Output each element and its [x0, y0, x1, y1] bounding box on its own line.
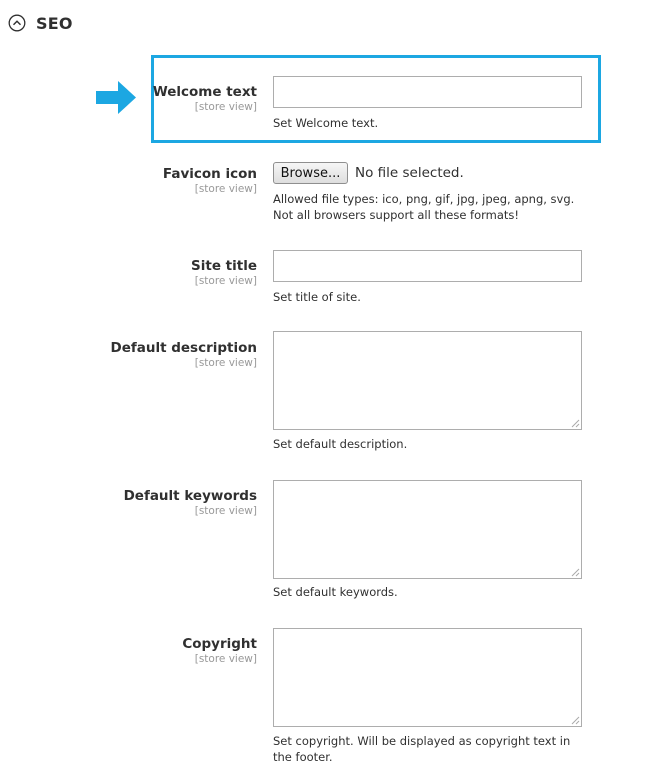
copyright-label: Copyright [182, 636, 257, 652]
default-keywords-textarea[interactable] [273, 480, 582, 579]
welcome-text-label: Welcome text [152, 84, 257, 100]
default-description-label: Default description [110, 340, 257, 356]
default-keywords-scope: [store view] [194, 505, 257, 517]
section-title: SEO [36, 13, 73, 33]
site-title-input[interactable] [273, 250, 582, 282]
favicon-icon-label: Favicon icon [162, 166, 257, 182]
browse-button[interactable]: Browse... [273, 162, 348, 184]
default-keywords-note: Set default keywords. [273, 585, 398, 599]
copyright-scope: [store view] [194, 653, 257, 665]
file-status-text: No file selected. [355, 165, 464, 181]
welcome-text-input[interactable] [273, 76, 582, 108]
seo-section-header[interactable] [8, 12, 73, 34]
default-description-note: Set default description. [273, 437, 408, 451]
copyright-note: Set copyright. Will be displayed as copyright text in the footer. [273, 734, 571, 764]
site-title-scope: [store view] [194, 275, 257, 287]
resize-handle-icon[interactable] [571, 716, 580, 725]
default-keywords-label: Default keywords [123, 488, 257, 504]
site-title-note: Set title of site. [273, 290, 361, 304]
favicon-icon-scope: [store view] [194, 183, 257, 195]
default-description-textarea[interactable] [273, 331, 582, 430]
welcome-text-note: Set Welcome text. [273, 116, 379, 130]
resize-handle-icon[interactable] [571, 419, 580, 428]
default-description-scope: [store view] [194, 357, 257, 369]
welcome-text-scope: [store view] [194, 101, 257, 113]
copyright-textarea[interactable] [273, 628, 582, 727]
collapse-circle-icon [8, 14, 26, 32]
resize-handle-icon[interactable] [571, 568, 580, 577]
favicon-icon-note: Allowed file types: ico, png, gif, jpg, jpeg, apng, svg. Not all browsers support all these formats! [273, 192, 575, 222]
site-title-label: Site title [191, 258, 257, 274]
